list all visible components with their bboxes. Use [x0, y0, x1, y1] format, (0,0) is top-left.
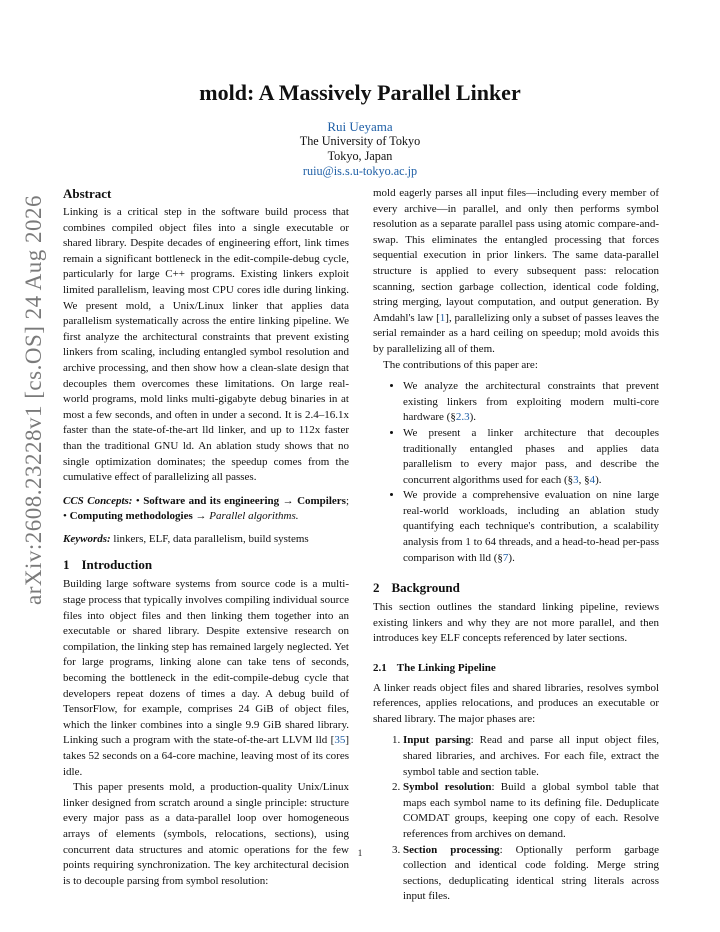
text-span: We present a linker architecture that decouples traditionally entangled phases and applies data parallelism to every major pass, and describe the concurrent algorithms used for each (§ [403, 426, 659, 486]
text-span: mold eagerly parses all input files—including every member of every archive—in parallel, and only then performs symbol resolution as a separate parallel pass using atomic compare-and-swap. This eliminates the entangled processing that forces sequential execution in prior linkers. The same data-parallel structure is applied to every subsequent pass: relocation scanning, section garbage collection, identical code folding, string merging, layout computation, and output generation. By Amdahl's law [ [373, 187, 659, 324]
list-item [403, 780, 659, 842]
author-block [0, 119, 720, 179]
list-item [403, 733, 659, 780]
section-title: Background [391, 580, 460, 596]
intro-paragraph-2: This paper presents mold, a production-quality Unix/Linux linker designed from scratch around a single principle: structure every major pass as a data-parallel loop over homogeneous arrays of elements (symbols, relocations, sections), using concurrent data structures and atomic operations for the few points requiring synchronization. The key architectural decision is to decouple parsing from symbol resolution: [63, 781, 349, 887]
arxiv-sidebar-stamp [14, 130, 54, 670]
keywords-label: Keywords: [63, 532, 111, 545]
ccs-arrow-2: → [195, 510, 207, 523]
background-paragraph: This section outlines the standard linking pipeline, reviews existing linkers and why they are not more parallel, and then introduces key ELF concepts referenced by later sections. [373, 601, 659, 645]
abstract-heading: Abstract [63, 186, 112, 201]
text-span: We analyze the architectural constraints that prevent existing linkers from exploiting modern multi-core hardware (§ [403, 380, 659, 424]
subsection-title: The Linking Pipeline [396, 662, 496, 675]
phase-text: : Read and parse all input object files, shared libraries, and archives. For each file, extract the symbol table and section table. [403, 734, 659, 778]
text-span: ). [595, 473, 602, 486]
author-affiliation: The University of Tokyo [299, 134, 421, 148]
section-ref-link[interactable]: 4 [589, 473, 596, 486]
text-span: Building large software systems from source code is a multi-stage process that typically involves compiling individual source files into object files and then linking them together into an executable or shared library. Despite extensive research on compilation, the linking step has remained largely neglected. Yet for large programs, linking alone can take tens of seconds, becoming the bottleneck in the edit-compile-debug cycle that developers repeat dozens of times a day. A debug build of TensorFlow, for example, comprises 24 GiB of object files, which the linker combines into a single 9.9 GiB shared library. Linking such a program with the state-of-the-art LLVM lld [ [63, 578, 349, 747]
page-number: 1 [357, 848, 363, 858]
section-ref-link[interactable]: 3 [573, 473, 579, 486]
intro-paragraph-1 [63, 577, 349, 780]
contributions-intro: The contributions of this paper are: [383, 358, 538, 371]
author-name[interactable]: Rui Ueyama [327, 119, 393, 134]
citation-link[interactable]: 35 [334, 734, 346, 747]
subsection-heading-pipeline [373, 661, 659, 677]
ccs-item-1: Software and its engineering [143, 494, 280, 507]
phases-list [373, 733, 659, 905]
author-location: Tokyo, Japan [327, 149, 393, 163]
ccs-arrow: → [282, 494, 294, 507]
section-heading-introduction [63, 557, 349, 573]
phase-text: : Optionally perform garbage collection and identical code folding. Merge string sections, deduplicating identical string literals across input files. [403, 843, 659, 903]
ccs-item-1b: Compilers [297, 494, 346, 507]
keywords [63, 532, 349, 548]
section-number: 2 [373, 580, 380, 596]
contributions-list [373, 379, 659, 566]
phase-text: : Build a global symbol table that maps each symbol name to its defining file. Deduplicate COMDAT groups, keeping one copy of each. Resolve references from archives on demand. [403, 781, 659, 840]
ccs-item-2b: Parallel algorithms. [209, 510, 299, 523]
subsection-number: 2.1 [373, 662, 387, 675]
ccs-concepts: CCS Concepts: • Software and its engineering → Compilers; • Computing methodologies → Parallel algorithms. [63, 494, 350, 523]
text-span: ] takes 52 seconds on a 64-core machine, leaving most of its cores idle. [63, 734, 349, 778]
text-span: We provide a comprehensive evaluation on nine large real-world workloads, including an ablation study quantifying each technique's contribution, a scalability analysis from 1 to 64 threads, and a head-to-head per-pass comparison with lld (§ [403, 489, 659, 564]
section-ref-link[interactable]: 2.3 [455, 411, 470, 424]
section-title: Introduction [81, 557, 153, 573]
right-column [373, 186, 659, 905]
text-span: ). [469, 411, 477, 424]
list-item [403, 379, 659, 426]
phase-label: Symbol resolution [403, 781, 492, 794]
section-heading-background [373, 580, 659, 596]
pipeline-paragraph: A linker reads object files and shared libraries, resolves symbol references, applies relocations, and produces an executable or shared library. The major phases are: [373, 681, 659, 725]
section-number: 1 [63, 557, 70, 573]
ccs-label: CCS Concepts: [63, 494, 133, 507]
citation-link[interactable]: 1 [439, 311, 446, 324]
abstract-text: Linking is a critical step in the software build process that combines compiled object files into a single executable or shared library. Despite decades of engineering effort, link times remain a significant bottleneck in the edit-compile-debug cycle, particularly for large C++ programs. Existing linkers exploit limited parallelism, leaving most CPU cores idle during linking. We present mold, a Unix/Linux linker that applies data parallelism systematically across the entire linking pipeline. We first analyze the architectural constraints that prevent existing linkers from scaling, including entangled symbol resolution and archive processing, and then show how a clean-slate design that decouples them overcomes these limitations. On large real-world programs, mold links multi-gigabyte debug binaries in at most a few seconds, and often in under a second. It is 2.4–16.1x faster than the state-of-the-art lld linker, and up to 112x faster than the traditional GNU ld. An ablation study shows that no single optimization dominates; the speedup comes from the cumulative effect of parallelizing all passes. [63, 206, 349, 484]
keywords-text: linkers, ELF, data parallelism, build systems [113, 532, 309, 545]
author-email[interactable]: ruiu@is.s.u-tokyo.ac.jp [302, 164, 418, 178]
list-item [403, 488, 659, 566]
intro-paragraph-3 [373, 186, 659, 358]
text-span: ], parallelizing only a subset of passes leaves the serial remainder as a hard ceiling on speedup; mold avoids this by parallelizing all of them. [373, 311, 659, 355]
arxiv-identifier: arXiv:2608.23228v1 [cs.OS] 24 Aug 2026 [21, 195, 46, 605]
text-span: ). [508, 551, 515, 564]
list-item [403, 426, 659, 488]
phase-label: Input parsing [403, 734, 471, 747]
paper-title: mold: A Massively Parallel Linker [199, 80, 521, 105]
section-ref-link[interactable]: 7 [502, 551, 509, 564]
ccs-item-2: Computing methodologies [69, 510, 193, 523]
phase-label: Section processing [403, 843, 500, 856]
text-span: , § [578, 473, 590, 486]
left-column [63, 186, 349, 889]
